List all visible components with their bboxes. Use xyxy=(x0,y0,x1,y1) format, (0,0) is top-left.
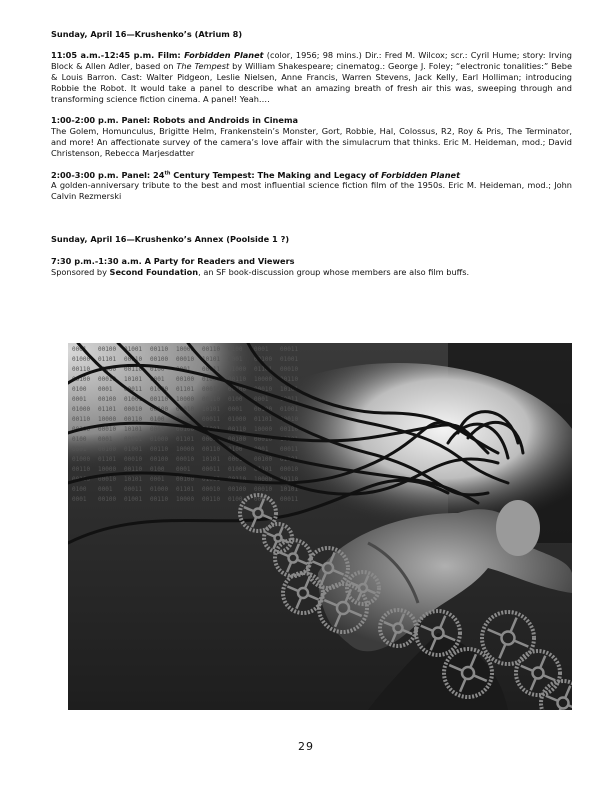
binary-digits: 00100 xyxy=(228,386,247,393)
binary-digits: 00110 xyxy=(202,396,221,403)
binary-digits: 00010 xyxy=(176,406,195,413)
binary-digits: 0001 xyxy=(254,396,269,403)
binary-digits: 00011 xyxy=(124,386,143,393)
binary-digits: 00010 xyxy=(98,376,117,383)
binary-digits: 01001 xyxy=(202,476,221,483)
binary-digits: 0001 xyxy=(72,496,87,503)
binary-digits: 0001 xyxy=(72,346,87,353)
binary-digits: 00011 xyxy=(280,496,299,503)
binary-digits: 01001 xyxy=(202,426,221,433)
binary-digits: 01001 xyxy=(124,496,143,503)
binary-digits: 00100 xyxy=(150,356,169,363)
binary-digits: 0001 xyxy=(98,436,113,443)
binary-digits: 01101 xyxy=(98,456,117,463)
binary-digits: 10000 xyxy=(176,396,195,403)
binary-digits: 00010 xyxy=(254,386,273,393)
binary-digits: 00110 xyxy=(124,466,143,473)
binary-digits: 00011 xyxy=(202,366,221,373)
binary-digits: 0001 xyxy=(228,406,243,413)
binary-digits: 10101 xyxy=(202,356,221,363)
binary-digits: 00010 xyxy=(254,486,273,493)
binary-digits: 01000 xyxy=(72,406,91,413)
binary-digits: 0100 xyxy=(228,346,243,353)
binary-digits: 01101 xyxy=(98,356,117,363)
binary-digits: 01001 xyxy=(280,356,299,363)
illustration-artwork xyxy=(68,343,572,710)
binary-digits: 00011 xyxy=(124,436,143,443)
binary-digits: 01101 xyxy=(176,486,195,493)
binary-digits: 0001 xyxy=(254,346,269,353)
binary-digits: 00110 xyxy=(202,446,221,453)
event-description xyxy=(51,267,572,278)
description-text: , an SF book-discussion group whose members are also film buffs. xyxy=(198,266,470,277)
binary-digits: 00100 xyxy=(228,436,247,443)
binary-digits: 00110 xyxy=(150,396,169,403)
binary-digits: 00100 xyxy=(176,376,195,383)
binary-digits: 01101 xyxy=(176,436,195,443)
binary-digits: 01101 xyxy=(176,386,195,393)
binary-digits: 00011 xyxy=(202,466,221,473)
binary-digits: 0001 xyxy=(150,476,165,483)
binary-digits: 01101 xyxy=(254,466,273,473)
event-description xyxy=(51,50,572,105)
binary-digits: 10000 xyxy=(98,416,117,423)
binary-digits: 01000 xyxy=(228,466,247,473)
binary-digits: 00010 xyxy=(176,356,195,363)
binary-digits: 0001 xyxy=(150,376,165,383)
binary-digits: 00110 xyxy=(124,366,143,373)
binary-digits: 00010 xyxy=(280,416,299,423)
binary-digits: 00110 xyxy=(150,346,169,353)
binary-digits: 01000 xyxy=(150,386,169,393)
binary-digits: 01101 xyxy=(254,416,273,423)
binary-digits: 01000 xyxy=(150,486,169,493)
binary-digits: 00110 xyxy=(72,466,91,473)
binary-digits: 00011 xyxy=(280,346,299,353)
binary-digits: 01001 xyxy=(124,346,143,353)
binary-digits: 00110 xyxy=(280,376,299,383)
binary-digits: 00100 xyxy=(98,446,117,453)
binary-digits: 10101 xyxy=(280,386,299,393)
binary-digits: 10000 xyxy=(176,496,195,503)
binary-digits: 0001 xyxy=(176,466,191,473)
binary-digits: 00100 xyxy=(228,486,247,493)
binary-digits: 00100 xyxy=(72,426,91,433)
binary-digits: 0001 xyxy=(150,426,165,433)
event-time-title: 7:30 p.m.-1:30 a.m. A Party for Readers and Viewers xyxy=(51,255,295,266)
section-heading: Sunday, April 16—Krushenko’s Annex (Poolside 1 ?) xyxy=(51,234,290,245)
binary-digits: 10101 xyxy=(280,436,299,443)
binary-digits: 01001 xyxy=(280,456,299,463)
binary-digits: 00100 xyxy=(150,406,169,413)
binary-digits: 0001 xyxy=(176,366,191,373)
binary-digits: 0100 xyxy=(150,416,165,423)
binary-digits: 10000 xyxy=(254,376,273,383)
binary-digits: 00011 xyxy=(280,396,299,403)
binary-digits: 00100 xyxy=(72,476,91,483)
binary-digits: 0001 xyxy=(72,446,87,453)
binary-digits: 00010 xyxy=(124,456,143,463)
event-description: The Golem, Homunculus, Brigitte Helm, Frankenstein’s Monster, Gort, Robbie, Hal, Colossus, R2, Roy & Pris, The Terminator, and more! An affectionate survey of the camera’s love affair with the simulacrum that thinks. Eric M. Heideman, mod.; David Christenson, Rebecca Marjesdatter xyxy=(51,126,572,159)
binary-digits: 10101 xyxy=(202,406,221,413)
ordinal-suffix: th xyxy=(164,169,171,176)
binary-digits: 00010 xyxy=(202,436,221,443)
binary-digits: 00010 xyxy=(98,426,117,433)
binary-digits: 00110 xyxy=(150,446,169,453)
binary-digits: 00110 xyxy=(280,426,299,433)
binary-digits: 0100 xyxy=(72,486,87,493)
event-party xyxy=(51,256,572,278)
event-time-title: 1:00-2:00 p.m. Panel: Robots and Androids in Cinema xyxy=(51,115,298,126)
binary-digits: 00100 xyxy=(72,376,91,383)
work-title: The Tempest xyxy=(176,61,230,72)
binary-digits: 10101 xyxy=(124,376,143,383)
binary-digits: 00010 xyxy=(254,436,273,443)
binary-digits: 00010 xyxy=(202,486,221,493)
binary-digits: 10000 xyxy=(98,466,117,473)
binary-digits: 00110 xyxy=(124,416,143,423)
binary-digits: 00011 xyxy=(124,486,143,493)
binary-digits: 10101 xyxy=(202,456,221,463)
binary-digits: 00010 xyxy=(280,366,299,373)
binary-digits: 10000 xyxy=(176,346,195,353)
binary-digits: 00100 xyxy=(176,476,195,483)
binary-digits: 00100 xyxy=(150,456,169,463)
binary-digits: 0001 xyxy=(72,396,87,403)
binary-digits: 0001 xyxy=(98,386,113,393)
binary-digits: 01000 xyxy=(72,456,91,463)
binary-digits: 10000 xyxy=(254,476,273,483)
group-name: Second Foundation xyxy=(109,266,199,277)
event-film-forbidden-planet xyxy=(51,50,572,105)
binary-digits: 0100 xyxy=(72,436,87,443)
binary-digits: 00110 xyxy=(280,476,299,483)
binary-digits: 00010 xyxy=(176,456,195,463)
binary-digits: 10101 xyxy=(124,426,143,433)
binary-digits: 00010 xyxy=(98,476,117,483)
binary-digits: 01001 xyxy=(280,406,299,413)
event-description: A golden-anniversary tribute to the best and most influential science fiction film of the 1950s. Eric M. Heideman, mod.; John Calvin Rezmerski xyxy=(51,180,572,202)
binary-digits: 0100 xyxy=(150,466,165,473)
binary-digits: 00110 xyxy=(228,476,247,483)
binary-digits: 10101 xyxy=(280,486,299,493)
binary-digits: 01001 xyxy=(124,446,143,453)
binary-digits: 0100 xyxy=(150,366,165,373)
binary-digits: 10000 xyxy=(176,446,195,453)
binary-digits: 01000 xyxy=(228,416,247,423)
event-time-title xyxy=(51,170,572,181)
binary-digits: 0001 xyxy=(98,486,113,493)
description-text: Sponsored by xyxy=(51,266,110,277)
binary-digits: 00110 xyxy=(72,416,91,423)
binary-digits: 00100 xyxy=(98,346,117,353)
binary-digits: 01001 xyxy=(124,396,143,403)
binary-digits: 0100 xyxy=(228,446,243,453)
page-number: 29 xyxy=(298,740,314,753)
schedule-page xyxy=(51,29,572,278)
title-part: 2:00-3:00 p.m. Panel: 24 xyxy=(51,169,165,180)
binary-digits: 00010 xyxy=(124,356,143,363)
section-heading: Sunday, April 16—Krushenko’s (Atrium 8) xyxy=(51,29,243,39)
binary-digits: 0100 xyxy=(228,396,243,403)
binary-digits: 00110 xyxy=(228,376,247,383)
title-part: Century Tempest: The Making and Legacy of xyxy=(170,169,382,180)
binary-digits: 01001 xyxy=(202,376,221,383)
binary-digits: 10000 xyxy=(98,366,117,373)
binary-digits: 00110 xyxy=(228,426,247,433)
binary-digits: 0001 xyxy=(254,446,269,453)
binary-digits: 00010 xyxy=(202,386,221,393)
binary-digits: 0001 xyxy=(176,416,191,423)
binary-digits: 0001 xyxy=(254,496,269,503)
binary-digits: 00100 xyxy=(98,496,117,503)
binary-digits: 0100 xyxy=(72,386,87,393)
description-text: (color, 1956; 98 mins.) Dir.: Fred M. Wilcox; scr.: Cyril Hume; story: Irving Block & Allen Adler, based on xyxy=(51,50,572,72)
binary-digits: 01101 xyxy=(254,366,273,373)
binary-digits: 00110 xyxy=(72,366,91,373)
binary-digits: 01101 xyxy=(98,406,117,413)
illustration-robot-figure xyxy=(68,343,572,710)
binary-digits: 00110 xyxy=(202,346,221,353)
binary-digits: 00100 xyxy=(254,406,273,413)
event-time-title: 11:05 a.m.-12:45 p.m. Film: xyxy=(51,50,185,61)
binary-digits: 01000 xyxy=(228,366,247,373)
binary-digits: 01000 xyxy=(72,356,91,363)
binary-digits: 10101 xyxy=(124,476,143,483)
binary-digits: 00100 xyxy=(254,456,273,463)
binary-digits: 0001 xyxy=(228,356,243,363)
film-title: Forbidden Planet xyxy=(381,169,460,180)
binary-digits: 00110 xyxy=(150,496,169,503)
event-panel-robots xyxy=(51,115,572,159)
event-panel-tempest xyxy=(51,170,572,203)
binary-digits: 00100 xyxy=(176,426,195,433)
binary-digits: 10000 xyxy=(254,426,273,433)
binary-digits: 00100 xyxy=(98,396,117,403)
binary-digits: 00011 xyxy=(280,446,299,453)
binary-digits: 00100 xyxy=(254,356,273,363)
binary-digits: 0100 xyxy=(228,496,243,503)
binary-digits: 00010 xyxy=(124,406,143,413)
binary-digits: 0001 xyxy=(228,456,243,463)
binary-digits: 00110 xyxy=(202,496,221,503)
binary-digits: 00011 xyxy=(202,416,221,423)
film-title: Forbidden Planet xyxy=(184,50,264,61)
binary-digits: 01000 xyxy=(150,436,169,443)
binary-digits: 00010 xyxy=(280,466,299,473)
description-text: by William Shakespeare; cinematog.: George J. Foley; “electronic tonalities:” Bebe & Louis Barron. Cast: Walter Pidgeon, Leslie Nielsen, Anne Francis, Warren Stevens, Jack Kelly, Earl Holliman; introducing Robbie the Robot. It would take a panel to describe what an amazing breath of fresh air this was, sweeping through and transforming science fiction cinema. A panel! Yeah…. xyxy=(51,61,573,105)
